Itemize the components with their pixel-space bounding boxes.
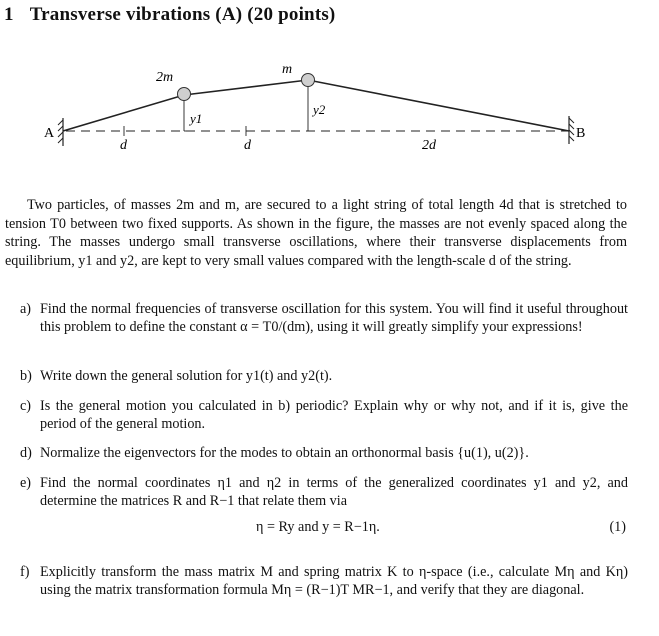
- displacement-y1-marker: [184, 100, 189, 131]
- question-text: Find the normal frequencies of transverse oscillation for this system. You will find it useful throughout this problem to define the constant α = T0/(dm), using it will greatly simplify your expressions!: [40, 301, 628, 336]
- question-label: d): [20, 445, 32, 461]
- right-support: [569, 116, 574, 144]
- question-b: [20, 367, 628, 385]
- question-c: [20, 397, 628, 433]
- spacing-2-label: d: [244, 138, 251, 153]
- question-label: b): [20, 368, 32, 384]
- question-e: [20, 474, 628, 510]
- support-label-a: A: [44, 126, 55, 141]
- question-label: f): [20, 564, 30, 580]
- y1-label: y1: [190, 111, 203, 126]
- mass-2: [302, 74, 315, 87]
- string-figure: [0, 52, 659, 162]
- spacing-3-label: 2d: [422, 138, 436, 153]
- y2-label: y2: [313, 102, 326, 117]
- question-text: Explicitly transform the mass matrix M and spring matrix K to η-space (i.e., calculate Mη and Kη) using the matrix transformation formula Mη = (R−1)T MR−1, and verify that they are diagonal.: [40, 564, 628, 599]
- section-number: 1: [4, 4, 14, 25]
- question-label: c): [20, 398, 32, 414]
- equation-1: [20, 519, 628, 539]
- spacing-1-label: d: [120, 138, 127, 153]
- question-label: a): [20, 301, 32, 317]
- section-heading: [4, 4, 335, 26]
- mass-1-label: 2m: [156, 70, 174, 85]
- mass-2-label: m: [282, 62, 293, 77]
- problem-intro: Two particles, of masses 2m and m, are secured to a light string of total length 4d that is stretched to tension T0 between two fixed supports. As shown in the figure, the masses are not evenly spaced along the string. The masses undergo small transverse oscillations, where their transverse displacements from equilibrium, y1 and y2, are kept to very small values compared with the length-scale d of the string.: [5, 197, 627, 269]
- left-support: [58, 118, 63, 146]
- support-label-b: B: [576, 126, 586, 141]
- question-text: Find the normal coordinates η1 and η2 in terms of the generalized coordinates y1 and y2, and determine the matrices R and R−1 that relate them via: [40, 475, 628, 510]
- question-f: [20, 563, 628, 599]
- question-text: Is the general motion you calculated in b) periodic? Explain why or why not, and if it is, give the period of the general motion.: [40, 398, 628, 433]
- question-a: [20, 300, 628, 336]
- equation-number: (1): [609, 519, 626, 535]
- question-text: Write down the general solution for y1(t) and y2(t).: [40, 368, 333, 384]
- question-text: Normalize the eigenvectors for the modes to obtain an orthonormal basis {u(1), u(2)}.: [40, 445, 529, 461]
- question-label: e): [20, 475, 32, 491]
- section-title: Transverse vibrations (A) (20 points): [29, 4, 336, 25]
- mass-1: [178, 88, 191, 101]
- question-d: [20, 444, 628, 462]
- equation-text: η = Ry and y = R−1η.: [256, 519, 380, 535]
